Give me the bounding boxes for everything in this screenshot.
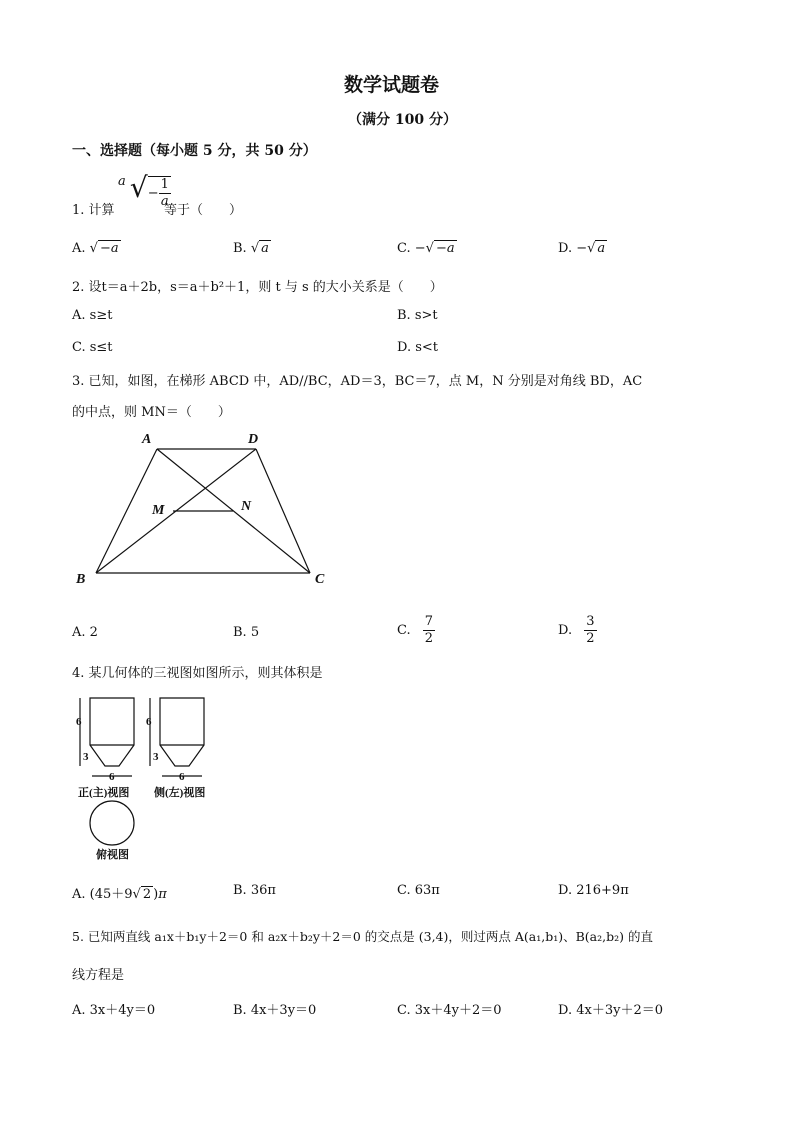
q3-option-d: D. $\frac{3}{2}$ [558, 614, 595, 646]
q5-option-a: A. 3x＋4y＝0 [72, 1003, 156, 1018]
label-d: D [248, 432, 259, 447]
q1-option-c: C. −√ −a [397, 241, 455, 256]
q4-option-a: A. (45＋9√ 2 )π [72, 887, 167, 902]
label-m: M [152, 503, 165, 518]
q1-suffix: 等于（ ） [164, 203, 243, 218]
front-dim-6: 6 [76, 716, 82, 728]
q1-option-d: D. −√ a [558, 241, 606, 256]
q4-option-d: D. 216+9π [558, 883, 629, 898]
q4-stem: 4. 某几何体的三视图如图所示，则其体积是 [72, 666, 323, 681]
q1-option-a: A. √ −a [72, 241, 119, 256]
q4-option-c: C. 63π [397, 883, 440, 898]
q3-stem-line1: 3. 已知，如图，在梯形 ABCD 中，AD//BC，AD＝3，BC＝7，点 M，N 分别是对角线 BD，AC [72, 374, 643, 389]
label-c: C [315, 572, 325, 587]
page-subtitle: （满分 100 分） [348, 112, 457, 128]
side-dim-3: 3 [153, 751, 159, 763]
q5-option-c: C. 3x＋4y＋2＝0 [397, 1003, 502, 1018]
q3-option-b: B. 5 [233, 625, 260, 640]
front-dim-width: 6 [109, 771, 115, 783]
q3-option-c: C. $\frac{7}{2}$ [397, 614, 434, 646]
section-heading: 一、选择题（每小题 5 分，共 50 分） [72, 143, 317, 159]
side-dim-width: 6 [179, 771, 185, 783]
side-dim-6: 6 [146, 716, 152, 728]
q3-stem-line2: 的中点，则 MN＝（ ） [72, 405, 231, 420]
page-title: 数学试题卷 [344, 74, 440, 96]
q2-option-c: C. s≤t [72, 340, 113, 355]
q1-option-b: B. √ a [233, 241, 269, 256]
label-a: A [142, 432, 152, 447]
three-view-figure [72, 690, 232, 870]
q2-option-d: D. s<t [397, 340, 439, 355]
q2-stem: 2. 设t＝a＋2b，s＝a＋b²＋1，则 t 与 s 的大小关系是（ ） [72, 280, 443, 295]
top-view-label: 俯视图 [96, 849, 129, 861]
q2-option-b: B. s>t [397, 308, 438, 323]
trapezoid-figure [70, 425, 340, 595]
q5-stem-line1: 5. 已知两直线 a₁x＋b₁y＋2＝0 和 a₂x＋b₂y＋2＝0 的交点是 (3,4)，则过两点 A(a₁,b₁)、B(a₂,b₂) 的直 [72, 929, 653, 944]
q5-option-b: B. 4x＋3y＝0 [233, 1003, 317, 1018]
q4-option-b: B. 36π [233, 883, 276, 898]
front-view-label: 正(主)视图 [78, 787, 130, 799]
side-view-label: 侧(左)视图 [154, 787, 206, 799]
front-dim-3: 3 [83, 751, 89, 763]
q5-option-d: D. 4x＋3y＋2＝0 [558, 1003, 663, 1018]
label-b: B [76, 572, 86, 587]
q3-option-a: A. 2 [72, 625, 98, 640]
label-n: N [241, 499, 252, 514]
q1-expression: a √− $\frac{1}{a}$ [118, 171, 169, 209]
q1-prefix: 1. 计算 [72, 203, 115, 218]
q5-stem-line2: 线方程是 [72, 968, 125, 983]
q2-option-a: A. s≥t [72, 308, 113, 323]
